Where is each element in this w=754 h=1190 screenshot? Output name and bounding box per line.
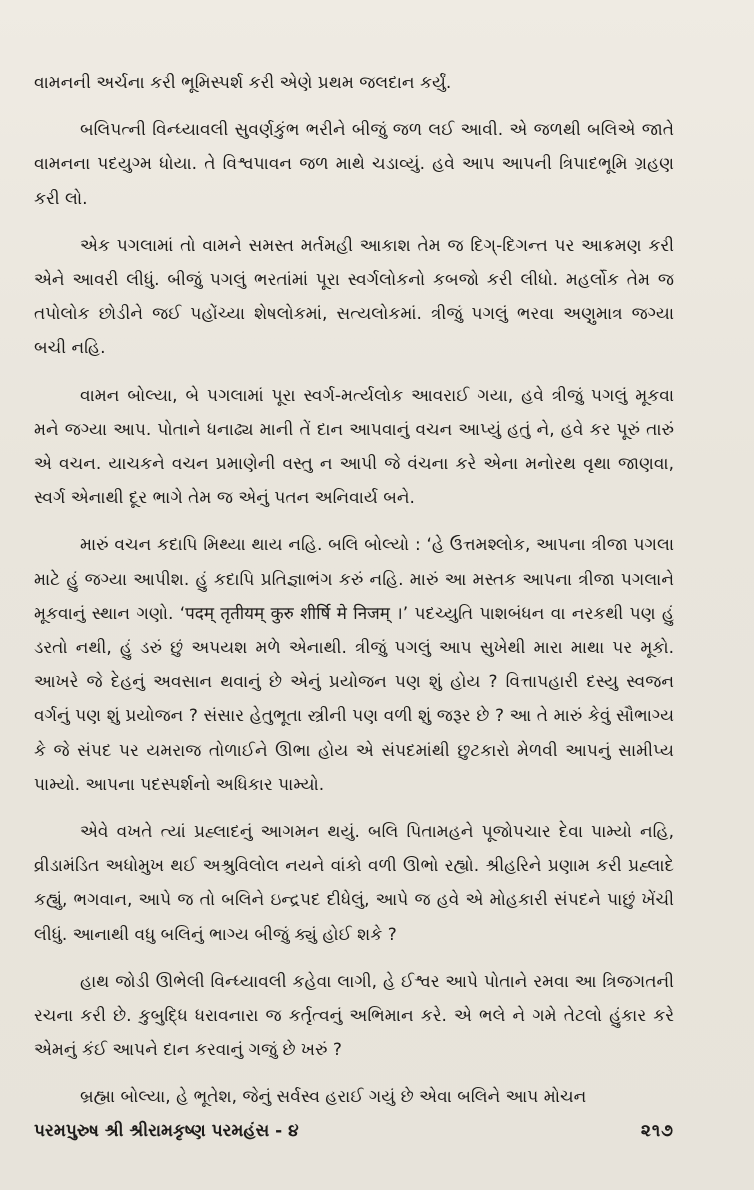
running-footer-title: પરમપુરુષ શ્રી શ્રીરામકૃષ્ણ પરમહંસ - ૪	[34, 1121, 299, 1141]
paragraph-2: બલિપત્ની વિન્ધ્યાવલી સુવર્ણકુંભ ભરીને બીજું જળ લઈ આવી. એ જળથી બલિએ જાતે વામનના પદયુગ્મ ધોયા. તે વિશ્વપાવન જળ માથે ચડાવ્યું. હવે આપ આપની ત્રિપાદભૂમિ ગ્રહણ કરી લો.	[34, 120, 674, 209]
page-number: ૨૧૭	[640, 1121, 674, 1141]
page-footer	[34, 1113, 674, 1149]
body-text	[34, 66, 674, 1128]
paragraph-5: મારું વચન કદાપિ મિથ્યા થાય નહિ. બલિ બોલ્યો : ‘હે ઉત્તમશ્લોક, આપના ત્રીજા પગલા માટે હું જગ્યા આપીશ. હું કદાપિ પ્રતિજ્ઞાભંગ કરું નહિ. મારું આ મસ્તક આપના ત્રીજા પગલાને મૂકવાનું સ્થાન ગણો. ‘पदम् तृतीयम् कुरु शीर्षि मे निजम् ।’ પદચ્યુતિ પાશબંધન વા નરકથી પણ હું ડરતો નથી, હું ડરું છું અપયશ મળે એનાથી. ત્રીજું પગલું આપ સુખેથી મારા માથા પર મૂકો. આખરે જે દેહનું અવસાન થવાનું છે એનું પ્રયોજન પણ શું હોય ? વિત્તાપહારી દસ્યુ સ્વજન વર્ગનું પણ શું પ્રયોજન ? સંસાર હેતુભૂતા સ્ત્રીની પણ વળી શું જરૂર છે ? આ તે મારું કેવું સૌભાગ્ય કે જે સંપદ પર યમરાજ તોળાઈને ઊભા હોય એ સંપદમાંથી છુટકારો મેળવી આપનું સામીપ્ય પામ્યો. આપના પદસ્પર્શનો અધિકાર પામ્યો.	[34, 535, 674, 795]
paragraph-6: એવે વખતે ત્યાં પ્રહ્લાદનું આગમન થયું. બલિ પિતામહને પૂજોપચાર દેવા પામ્યો નહિ, વ્રીડામંડિત અધોમુખ થઈ અશ્રુવિલોલ નયને વાંકો વળી ઊભો રહ્યો. શ્રીહરિને પ્રણામ કરી પ્રહ્લાદે કહ્યું, ભગવાન, આપે જ તો બલિને ઇન્દ્રપદ દીધેલું, આપે જ હવે એ મોહકારી સંપદને પાછું ખેંચી લીધું. આનાથી વધુ બલિનું ભાગ્ય બીજું ક્યું હોઈ શકે ?	[34, 822, 674, 945]
paragraph-3: એક પગલામાં તો વામને સમસ્ત મર્તમહી આકાશ તેમ જ દિગ્-દિગન્ત પર આક્રમણ કરી એને આવરી લીધું. બીજું પગલું ભરતાંમાં પૂરા સ્વર્ગલોકનો કબજો કરી લીધો. મહર્લોક તેમ જ તપોલોક છોડીને જઈ પહોંચ્યા શેષલોકમાં, સત્યલોકમાં. ત્રીજું પગલું ભરવા અણુમાત્ર જગ્યા બચી નહિ.	[34, 235, 674, 359]
paragraph-7: હાથ જોડી ઊભેલી વિન્ધ્યાવલી કહેવા લાગી, હે ઈશ્વર આપે પોતાને રમવા આ ત્રિજગતની રચના કરી છે. કુબુદ્ધિ ધરાવનારા જ કર્તૃત્વનું અભિમાન કરે. એ ભલે ને ગમે તેટલો હુંકાર કરે એમનું કંઈ આપને દાન કરવાનું ગજું છે ખરું ?	[34, 971, 674, 1061]
paragraph-1: વામનની અર્ચના કરી ભૂમિસ્પર્શ કરી એણે પ્રથમ જલદાન કર્યું.	[34, 73, 452, 93]
paragraph-8: બ્રહ્મા બોલ્યા, હે ભૂતેશ, જેનું સર્વસ્વ હરાઈ ગયું છે એવા બલિને આપ મોચન	[80, 1087, 587, 1108]
paragraph-4: વામન બોલ્યા, બે પગલામાં પૂરા સ્વર્ગ-મર્ત્યલોક આવરાઈ ગયા, હવે ત્રીજું પગલું મૂકવા મને જગ્યા આપ. પોતાને ધનાઢ્ય માની તેં દાન આપવાનું વચન આપ્યું હતું ને, હવે કર પૂરું તારું એ વચન. યાચકને વચન પ્રમાણેની વસ્તુ ન આપી જે વંચના કરે એના મનોરથ વૃથા જાણવા, સ્વર્ગ એનાથી દૂર ભાગે તેમ જ એનું પતન અનિવાર્ય બને.	[34, 385, 674, 509]
